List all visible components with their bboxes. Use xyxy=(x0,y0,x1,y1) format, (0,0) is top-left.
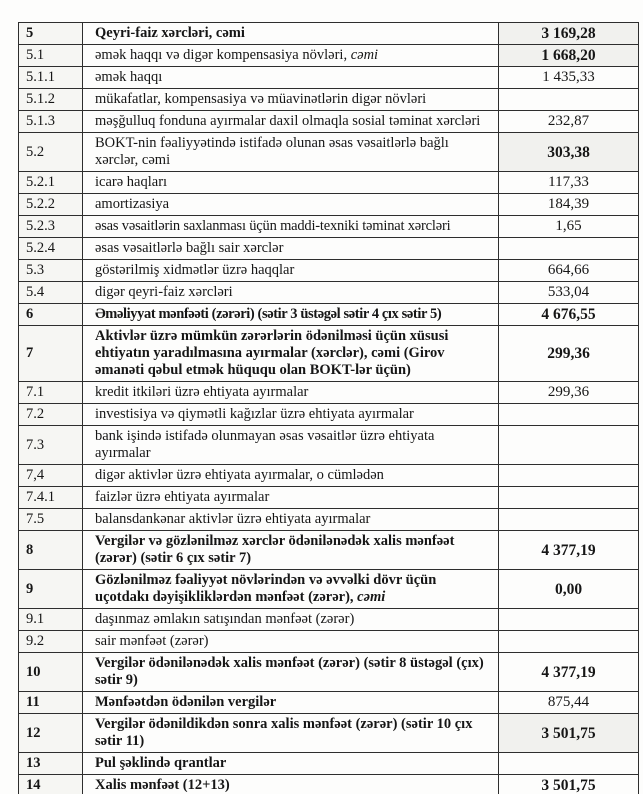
row-value: 1 435,33 xyxy=(499,67,639,89)
row-label-text: daşınmaz əmlakın satışından mənfəət (zərər) xyxy=(95,611,355,627)
row-number: 6 xyxy=(19,304,83,326)
row-label xyxy=(83,653,499,692)
row-label xyxy=(83,304,499,326)
row-value: 3 169,28 xyxy=(499,23,639,45)
table-row xyxy=(19,67,639,89)
row-number: 5.1.2 xyxy=(19,89,83,111)
row-label-text: amortizasiya xyxy=(95,196,170,212)
row-label-text: göstərilmiş xidmətlər üzrə haqqlar xyxy=(95,262,295,278)
row-value: 664,66 xyxy=(499,260,639,282)
row-label-text: Vergilər ödənilənədək xalis mənfəət (zərər) (sətir 8 üstəgəl (çıx) sətir 9) xyxy=(95,655,484,688)
row-value xyxy=(499,487,639,509)
row-number: 7.1 xyxy=(19,382,83,404)
row-number: 7,4 xyxy=(19,465,83,487)
row-value xyxy=(499,465,639,487)
row-value: 4 676,55 xyxy=(499,304,639,326)
row-label xyxy=(83,570,499,609)
table-row xyxy=(19,282,639,304)
row-number: 5.2.2 xyxy=(19,194,83,216)
table-body xyxy=(19,23,639,794)
table-row xyxy=(19,404,639,426)
table-row xyxy=(19,570,639,609)
row-label-text: əsas vəsaitlərin saxlanması üçün maddi-texniki təminat xərcləri xyxy=(95,218,451,234)
row-label-text: əmək haqqı və digər kompensasiya növləri, xyxy=(95,47,351,63)
row-number: 9.2 xyxy=(19,631,83,653)
row-label-text: Qeyri-faiz xərcləri, cəmi xyxy=(95,25,245,41)
row-label xyxy=(83,609,499,631)
table-row xyxy=(19,653,639,692)
row-value: 299,36 xyxy=(499,326,639,382)
table-row xyxy=(19,487,639,509)
row-value: 875,44 xyxy=(499,692,639,714)
row-number: 5.4 xyxy=(19,282,83,304)
row-value xyxy=(499,753,639,775)
row-label-text: BOKT-nin fəaliyyətində istifadə olunan əsas vəsaitlərlə bağlı xərclər, cəmi xyxy=(95,135,449,168)
row-label xyxy=(83,531,499,570)
row-label xyxy=(83,326,499,382)
row-value xyxy=(499,404,639,426)
row-label xyxy=(83,89,499,111)
table-row xyxy=(19,692,639,714)
table-row xyxy=(19,775,639,794)
row-label xyxy=(83,111,499,133)
row-number: 8 xyxy=(19,531,83,570)
row-number: 7.5 xyxy=(19,509,83,531)
table-row xyxy=(19,465,639,487)
income-statement-table xyxy=(18,22,639,794)
row-number: 9 xyxy=(19,570,83,609)
row-label xyxy=(83,216,499,238)
row-label xyxy=(83,426,499,465)
row-number: 12 xyxy=(19,714,83,753)
row-label-text: Əməliyyat mənfəəti (zərəri) (sətir 3 üstəgəl sətir 4 çıx sətir 5) xyxy=(95,306,442,322)
row-value: 1,65 xyxy=(499,216,639,238)
table-row xyxy=(19,238,639,260)
row-number: 9.1 xyxy=(19,609,83,631)
row-number: 14 xyxy=(19,775,83,794)
row-value: 3 501,75 xyxy=(499,714,639,753)
row-value: 3 501,75 xyxy=(499,775,639,794)
row-number: 10 xyxy=(19,653,83,692)
row-label-text: digər qeyri-faiz xərcləri xyxy=(95,284,233,300)
row-label-text: əmək haqqı xyxy=(95,69,163,85)
row-label xyxy=(83,487,499,509)
row-value xyxy=(499,609,639,631)
row-label-text: bank işində istifadə olunmayan əsas vəsaitlər üzrə ehtiyata ayırmalar xyxy=(95,428,435,461)
row-label xyxy=(83,465,499,487)
table-row xyxy=(19,753,639,775)
row-label-text: sair mənfəət (zərər) xyxy=(95,633,209,649)
table-row xyxy=(19,23,639,45)
table-row xyxy=(19,531,639,570)
table-row xyxy=(19,509,639,531)
table-row xyxy=(19,631,639,653)
row-value xyxy=(499,426,639,465)
row-label-text: Aktivlər üzrə mümkün zərərlərin ödənilməsi üçün xüsusi ehtiyatın yaradılmasına ayırmalar (xərclər), cəmi (Girov əmanəti qəbul etmək hüququ olan BOKT-lər üçün) xyxy=(95,328,449,378)
row-value: 299,36 xyxy=(499,382,639,404)
row-label-text: Vergilər ödənildikdən sonra xalis mənfəət (zərər) (sətir 10 çıx sətir 11) xyxy=(95,716,473,749)
table-row xyxy=(19,304,639,326)
row-value: 232,87 xyxy=(499,111,639,133)
row-label-text: əsas vəsaitlərlə bağlı sair xərclər xyxy=(95,240,284,256)
row-label xyxy=(83,172,499,194)
table-row xyxy=(19,111,639,133)
row-label-text: Vergilər və gözlənilməz xərclər ödənilənədək xalis mənfəət (zərər) (sətir 6 çıx sətir 7) xyxy=(95,533,455,566)
row-label-text: icarə haqları xyxy=(95,174,168,190)
row-number: 7.3 xyxy=(19,426,83,465)
row-value: 0,00 xyxy=(499,570,639,609)
row-label xyxy=(83,23,499,45)
row-label xyxy=(83,238,499,260)
table-row xyxy=(19,89,639,111)
row-label xyxy=(83,67,499,89)
row-number: 7.4.1 xyxy=(19,487,83,509)
row-label-text: Pul şəklində qrantlar xyxy=(95,755,227,771)
row-label-italic-suffix: cəmi xyxy=(350,47,379,63)
row-value: 117,33 xyxy=(499,172,639,194)
row-label-text: kredit itkiləri üzrə ehtiyata ayırmalar xyxy=(95,384,309,400)
row-label-text: digər aktivlər üzrə ehtiyata ayırmalar, o cümlədən xyxy=(95,467,384,483)
table-row xyxy=(19,326,639,382)
table-row xyxy=(19,133,639,172)
row-label xyxy=(83,133,499,172)
row-value xyxy=(499,631,639,653)
row-label xyxy=(83,692,499,714)
table-row xyxy=(19,260,639,282)
row-label xyxy=(83,753,499,775)
row-label-text: Xalis mənfəət (12+13) xyxy=(95,777,230,793)
row-number: 11 xyxy=(19,692,83,714)
row-number: 5.2.4 xyxy=(19,238,83,260)
row-label xyxy=(83,45,499,67)
row-value: 184,39 xyxy=(499,194,639,216)
row-label xyxy=(83,382,499,404)
row-number: 5.1.3 xyxy=(19,111,83,133)
row-label-text: faizlər üzrə ehtiyata ayırmalar xyxy=(95,489,270,505)
row-value: 1 668,20 xyxy=(499,45,639,67)
row-label-text: mükafatlar, kompensasiya və müavinətlərin digər növləri xyxy=(95,91,427,107)
row-value xyxy=(499,89,639,111)
row-value xyxy=(499,238,639,260)
table-row xyxy=(19,45,639,67)
row-number: 7 xyxy=(19,326,83,382)
row-label xyxy=(83,404,499,426)
row-label-text: Mənfəətdən ödənilən vergilər xyxy=(95,694,277,710)
table-row xyxy=(19,382,639,404)
row-number: 13 xyxy=(19,753,83,775)
row-label-text: investisiya və qiymətli kağızlar üzrə ehtiyata ayırmalar xyxy=(95,406,414,422)
row-value: 4 377,19 xyxy=(499,531,639,570)
row-label-text: Gözlənilməz fəaliyyət növlərindən və əvvəlki dövr üçün uçotdakı dəyişikliklərdən mənfəət (zərər), xyxy=(95,572,437,605)
table-row xyxy=(19,714,639,753)
table-row xyxy=(19,609,639,631)
row-value: 533,04 xyxy=(499,282,639,304)
row-label xyxy=(83,775,499,794)
row-value: 4 377,19 xyxy=(499,653,639,692)
row-value: 303,38 xyxy=(499,133,639,172)
row-label-italic-suffix: cəmi xyxy=(357,589,386,605)
row-number: 5.1.1 xyxy=(19,67,83,89)
row-number: 5.2.1 xyxy=(19,172,83,194)
table-row xyxy=(19,194,639,216)
row-label xyxy=(83,509,499,531)
table-row xyxy=(19,216,639,238)
row-number: 5.2 xyxy=(19,133,83,172)
row-number: 5.3 xyxy=(19,260,83,282)
row-label-text: məşğulluq fonduna ayırmalar daxil olmaqla sosial təminat xərcləri xyxy=(95,113,481,129)
row-label xyxy=(83,714,499,753)
row-label xyxy=(83,631,499,653)
table-row xyxy=(19,426,639,465)
row-number: 5.1 xyxy=(19,45,83,67)
table-row xyxy=(19,172,639,194)
row-label xyxy=(83,282,499,304)
row-label xyxy=(83,260,499,282)
row-label xyxy=(83,194,499,216)
row-number: 5.2.3 xyxy=(19,216,83,238)
row-value xyxy=(499,509,639,531)
row-label-text: balansdankənar aktivlər üzrə ehtiyata ayırmalar xyxy=(95,511,371,527)
row-number: 5 xyxy=(19,23,83,45)
row-number: 7.2 xyxy=(19,404,83,426)
